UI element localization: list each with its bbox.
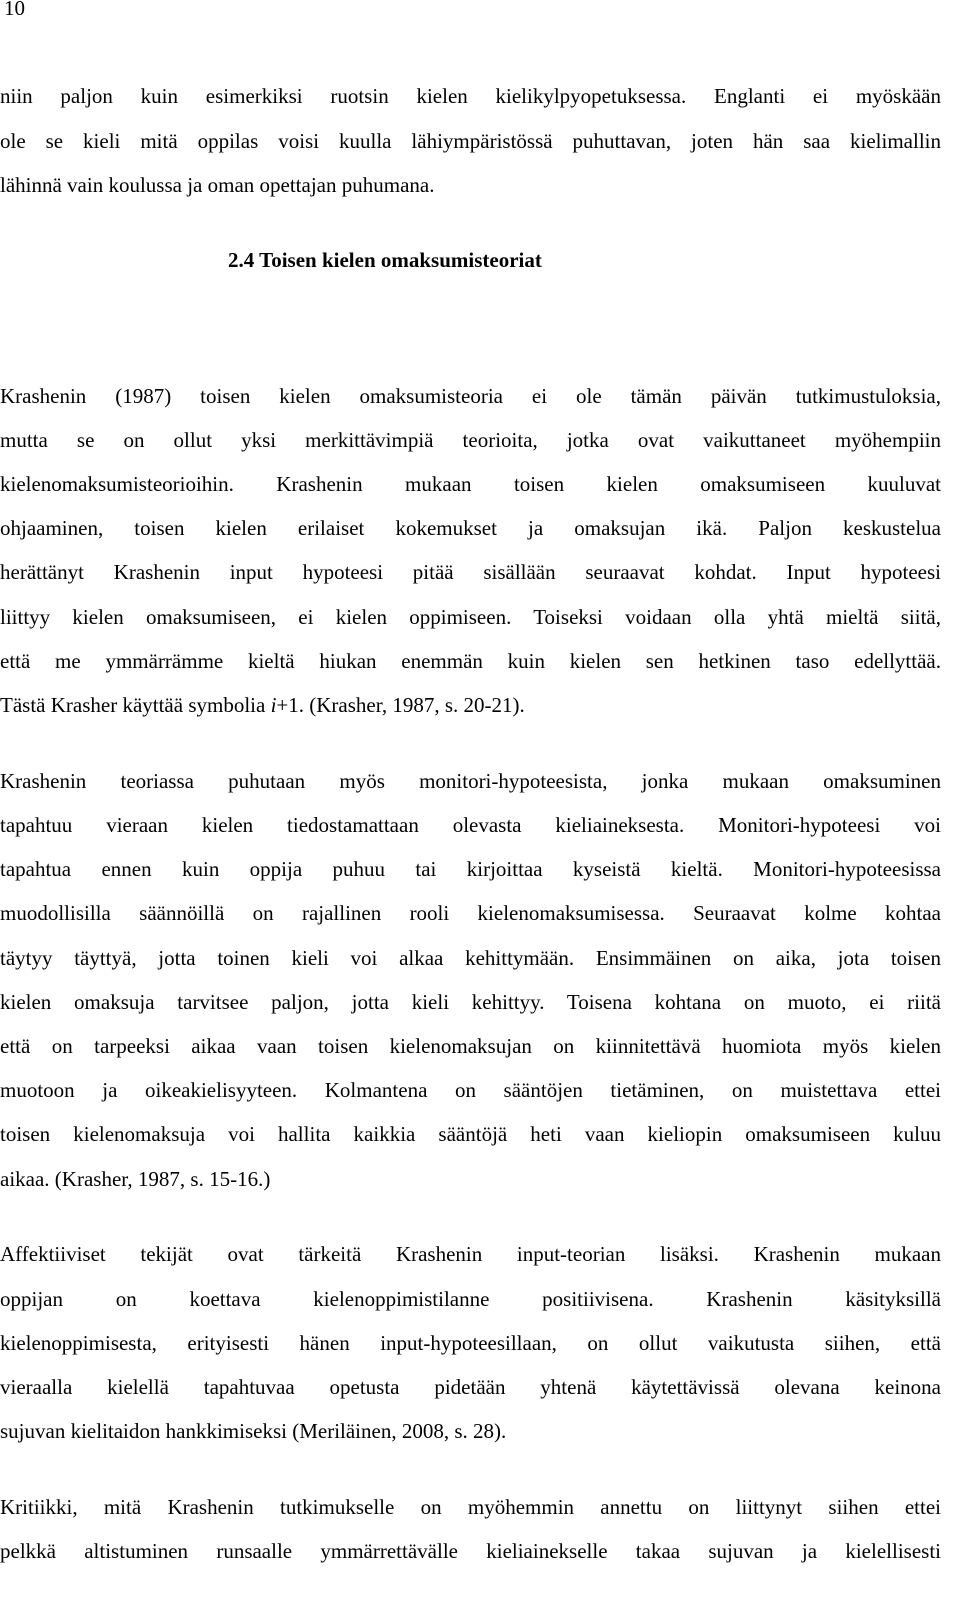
paragraph-5-line-2: pelkkä altistuminen runsaalle ymmärrettävälle kieliainekselle takaa sujuvan ja kielellisesti [0,1539,941,1563]
paragraph-3-line-4: muodollisilla säännöillä on rajallinen rooli kielenomaksumisessa. Seuraavat kolme kohtaa [0,901,941,925]
paragraph-3-line-2: tapahtuu vieraan kielen tiedostamattaan olevasta kieliaineksesta. Monitori-hypoteesi voi [0,813,941,837]
paragraph-4-line-1: Affektiiviset tekijät ovat tärkeitä Krashenin input-teorian lisäksi. Krashenin mukaan [0,1242,941,1266]
paragraph-4-line-2: oppijan on koettava kielenoppimistilanne positiivisena. Krashenin käsityksillä [0,1287,941,1311]
paragraph-2-line-8-start: Tästä Krasher käyttää symbolia [0,693,271,717]
paragraph-3-line-1: Krashenin teoriassa puhutaan myös monitori-hypoteesista, jonka mukaan omaksuminen [0,769,941,793]
paragraph-3-line-6: kielen omaksuja tarvitsee paljon, jotta kieli kehittyy. Toisena kohtana on muoto, ei riitä [0,990,941,1014]
paragraph-2-line-6: liittyy kielen omaksumiseen, ei kielen oppimiseen. Toiseksi voidaan olla yhtä mieltä siitä, [0,605,941,629]
paragraph-3-line-8: muotoon ja oikeakielisyyteen. Kolmantena on sääntöjen tietäminen, on muistettava ettei [0,1078,941,1102]
paragraph-2-line-8 [0,695,941,716]
paragraph-4-line-3: kielenoppimisesta, erityisesti hänen input-hypoteesillaan, on ollut vaikutusta siihen, että [0,1331,941,1355]
paragraph-4-line-4: vieraalla kielellä tapahtuvaa opetusta pidetään yhtenä käytettävissä olevana keinona [0,1375,941,1399]
paragraph-5-line-1: Kritiikki, mitä Krashenin tutkimukselle on myöhemmin annettu on liittynyt siihen ettei [0,1495,941,1519]
paragraph-3-line-7: että on tarpeeksi aikaa vaan toisen kielenomaksujan on kiinnitettävä huomiota myös kielen [0,1034,941,1058]
paragraph-2-line-2: mutta se on ollut yksi merkittävimpiä teorioita, jotka ovat vaikuttaneet myöhempiin [0,428,941,452]
page-number: 10 [4,0,25,20]
paragraph-2-line-3: kielenomaksumisteorioihin. Krashenin mukaan toisen kielen omaksumiseen kuuluvat [0,472,941,496]
paragraph-1-line-1: niin paljon kuin esimerkiksi ruotsin kielen kielikylpyopetuksessa. Englanti ei myöskään [0,84,941,108]
paragraph-2-line-8-end: +1. (Krasher, 1987, s. 20-21). [276,693,525,717]
paragraph-2-line-7: että me ymmärrämme kieltä hiukan enemmän kuin kielen sen hetkinen taso edellyttää. [0,649,941,673]
paragraph-2-line-4: ohjaaminen, toisen kielen erilaiset kokemukset ja omaksujan ikä. Paljon keskustelua [0,516,941,540]
symbol-i: i [270,693,277,717]
paragraph-3-line-5: täytyy täyttyä, jotta toinen kieli voi alkaa kehittymään. Ensimmäinen on aika, jota toisen [0,946,941,970]
paragraph-2-line-5: herättänyt Krashenin input hypoteesi pitää sisällään seuraavat kohdat. Input hypoteesi [0,560,941,584]
paragraph-3-line-9: toisen kielenomaksuja voi hallita kaikkia sääntöjä heti vaan kieliopin omaksumiseen kuluu [0,1122,941,1146]
section-heading: 2.4 Toisen kielen omaksumisteoriat [228,248,542,272]
paragraph-1-line-3: lähinnä vain koulussa ja oman opettajan puhumana. [0,173,435,197]
paragraph-4-line-5: sujuvan kielitaidon hankkimiseksi (Meriläinen, 2008, s. 28). [0,1419,507,1443]
paragraph-3-line-10: aikaa. (Krasher, 1987, s. 15-16.) [0,1167,271,1191]
paragraph-1-line-2: ole se kieli mitä oppilas voisi kuulla lähiympäristössä puhuttavan, joten hän saa kielimallin [0,129,941,153]
paragraph-2-line-1: Krashenin (1987) toisen kielen omaksumisteoria ei ole tämän päivän tutkimustuloksia, [0,384,941,408]
paragraph-3-line-3: tapahtua ennen kuin oppija puhuu tai kirjoittaa kyseistä kieltä. Monitori-hypoteesissa [0,857,941,881]
